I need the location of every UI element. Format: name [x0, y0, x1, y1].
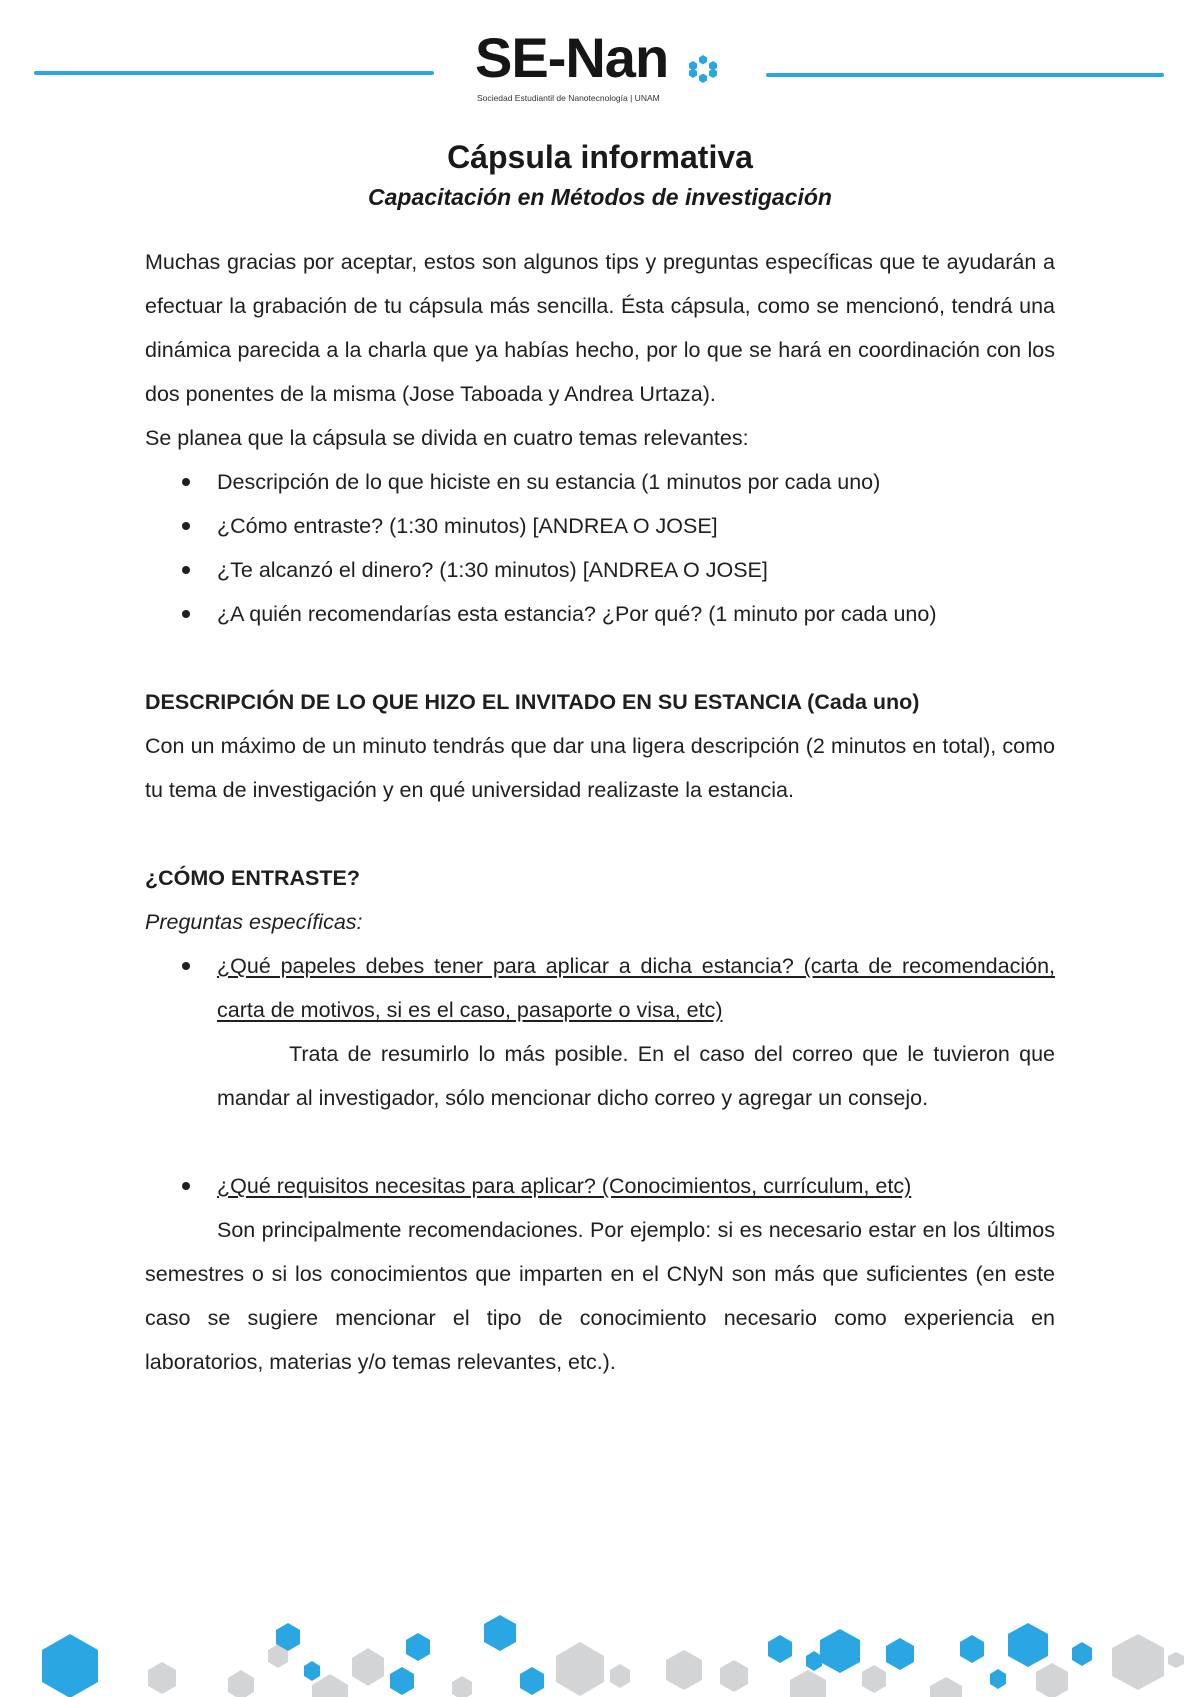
list-item [145, 1164, 1055, 1208]
logo-wordmark: SE-Nan [475, 26, 669, 89]
section-heading-como-entraste: ¿CÓMO ENTRASTE? [145, 865, 360, 890]
questions-list [145, 944, 1055, 1032]
se-nano-logo [475, 26, 737, 108]
question-papeles: ¿Qué papeles debes tener para aplicar a dicha estancia? (carta de recomendación, carta de motivos, si es el caso, pasaporte o visa, etc) [217, 953, 1055, 1022]
question-requisitos: ¿Qué requisitos necesitas para aplicar? (Conocimientos, currículum, etc) [217, 1173, 912, 1198]
section-description-body: Con un máximo de un minuto tendrás que dar una ligera descripción (2 minutos en total), como tu tema de investigación y en qué universidad realizaste la estancia. [145, 733, 1055, 802]
list-item: ¿A quién recomendarías esta estancia? ¿Por qué? (1 minuto por cada uno) [145, 592, 1055, 636]
spacer [145, 1120, 1055, 1164]
section-heading-description: DESCRIPCIÓN DE LO QUE HIZO EL INVITADO EN SU ESTANCIA (Cada uno) [145, 689, 920, 714]
list-item [145, 944, 1055, 1032]
header-line-right [766, 73, 1164, 77]
list-item: Descripción de lo que hiciste en su estancia (1 minutos por cada uno) [145, 460, 1055, 504]
hexagon-footer-decoration [0, 1590, 1200, 1697]
question-requisitos-note: Son principalmente recomendaciones. Por ejemplo: si es necesario estar en los últimos semestres o si los conocimientos que imparten en el CNyN son más que suficientes (en este caso se sugiere mencionar el tipo de conocimiento necesario como experiencia en laboratorios, materias y/o temas relevantes, etc.). [145, 1217, 1055, 1374]
list-item: ¿Cómo entraste? (1:30 minutos) [ANDREA O JOSE] [145, 504, 1055, 548]
question-papeles-note: Trata de resumirlo lo más posible. En el caso del correo que le tuvieron que mandar al investigador, sólo mencionar dicho correo y agregar un consejo. [217, 1041, 1055, 1110]
document-body [145, 138, 1055, 1384]
list-item: ¿Te alcanzó el dinero? (1:30 minutos) [ANDREA O JOSE] [145, 548, 1055, 592]
document-subtitle: Capacitación en Métodos de investigación [368, 184, 832, 211]
logo-subtitle: Sociedad Estudiantil de Nanotecnología | UNAM [477, 93, 660, 103]
questions-label: Preguntas específicas: [145, 909, 363, 934]
intro-paragraph: Muchas gracias por aceptar, estos son algunos tips y preguntas específicas que te ayudarán a efectuar la grabación de tu cápsula más sencilla. Ésta cápsula, como se mencionó, tendrá una dinámica parecida a la charla que ya habías hecho, por lo que se hará en coordinación con los dos ponentes de la misma (Jose Taboada y Andrea Urtaza). [145, 249, 1055, 406]
hexagon-logo-icon [686, 52, 720, 86]
questions-list-2 [145, 1164, 1055, 1208]
topics-intro: Se planea que la cápsula se divida en cuatro temas relevantes: [145, 425, 749, 450]
header-line-left [34, 71, 434, 75]
document-title: Cápsula informativa [447, 139, 753, 175]
topics-list [145, 460, 1055, 636]
